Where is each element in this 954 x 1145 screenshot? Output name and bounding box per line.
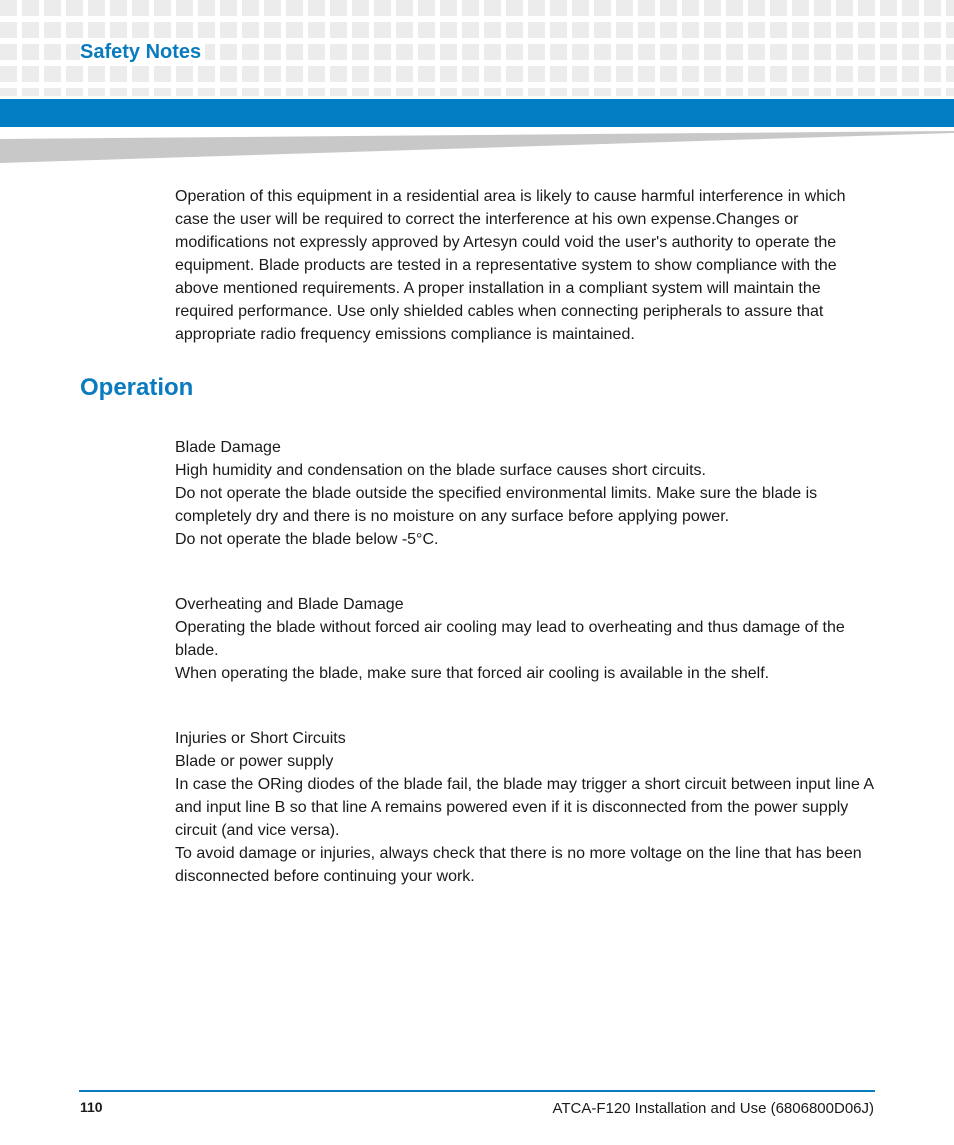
notice-line: Do not operate the blade below -5°C. [175, 531, 439, 548]
page-number: 110 [80, 1099, 103, 1115]
footer-rule [79, 1090, 875, 1092]
header-grey-swoosh [0, 131, 954, 163]
notice-title: Overheating and Blade Damage [175, 596, 404, 613]
notice-title: Injuries or Short Circuits [175, 730, 346, 747]
section-title: Safety Notes [80, 41, 205, 64]
notice-line: To avoid damage or injuries, always check that there is no more voltage on the line that has been disconnected before continuing your work. [175, 845, 862, 885]
notice-line: Do not operate the blade outside the specified environmental limits. Make sure the blade is completely dry and there is no moisture on any surface before applying power. [175, 485, 818, 525]
notice-line: When operating the blade, make sure that forced air cooling is available in the shelf. [175, 665, 770, 682]
notice-overheating [175, 593, 875, 685]
intro-paragraph [175, 185, 875, 346]
notice-line: High humidity and condensation on the blade surface causes short circuits. [175, 462, 706, 479]
notice-line: Operating the blade without forced air cooling may lead to overheating and thus damage of the blade. [175, 619, 845, 659]
notice-blade-damage [175, 436, 875, 551]
notice-title: Blade Damage [175, 439, 281, 456]
notice-line: In case the ORing diodes of the blade fail, the blade may trigger a short circuit between input line A and input line B so that line A remains powered even if it is disconnected from the power supply circuit (and vice versa). [175, 776, 874, 839]
notice-injuries [175, 727, 875, 888]
operation-heading: Operation [80, 374, 194, 401]
intro-text: Operation of this equipment in a residential area is likely to cause harmful interference in which case the user will be required to correct the interference at his own expense.Changes or modifications not expressly approved by Artesyn could void the user's authority to operate the equipment. Blade products are tested in a representative system to show compliance with the above mentioned requirements. A proper installation in a compliant system will maintain the required performance. Use only shielded cables when connecting peripherals to assure that appropriate radio frequency emissions compliance is maintained. [175, 188, 846, 343]
document-reference: ATCA-F120 Installation and Use (6806800D06J) [552, 1100, 874, 1117]
notice-line: Blade or power supply [175, 753, 334, 770]
header-blue-bar [0, 99, 954, 127]
